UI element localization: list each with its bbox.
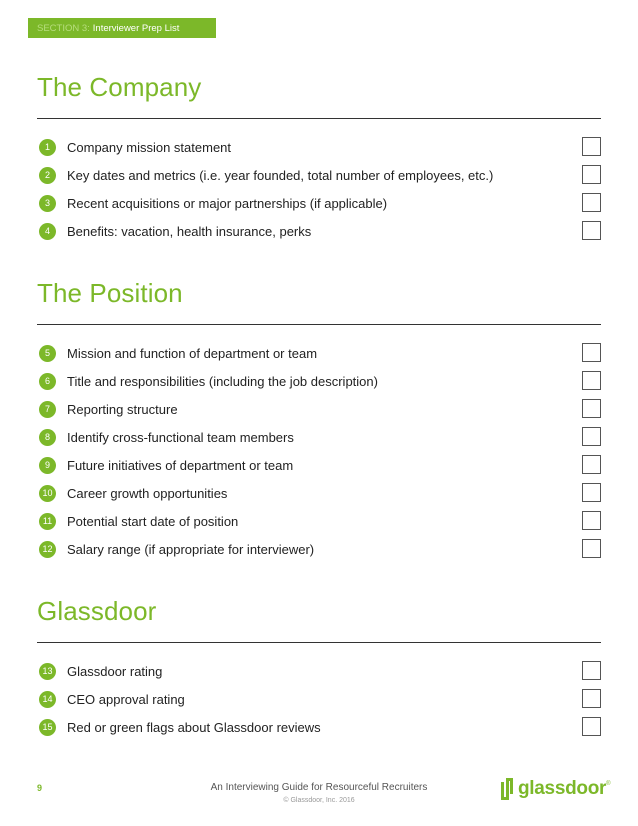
section-divider [37,642,601,643]
banner-title: Interviewer Prep List [92,22,180,34]
glassdoor-door-icon [501,778,515,800]
item-label: Mission and function of department or team [67,345,318,361]
item-label: Benefits: vacation, health insurance, perks [67,223,312,239]
section-divider [37,324,601,325]
item-label: Future initiatives of department or team [67,457,294,473]
item-number-badge: 7 [39,401,56,418]
item-number-badge: 10 [39,485,56,502]
item-label: Identify cross-functional team members [67,429,294,445]
item-label: Company mission statement [67,139,232,155]
checklist [37,133,601,245]
section-the-position [37,276,601,557]
item-label: Key dates and metrics (i.e. year founded, total number of employees, etc.) [67,167,494,183]
item-checkbox[interactable] [582,689,601,708]
list-item [37,395,601,423]
logo-wordmark: glassdoor [518,778,607,799]
item-number-badge: 13 [39,663,56,680]
section-glassdoor [37,594,601,735]
item-number-badge: 5 [39,345,56,362]
footer-title: An Interviewing Guide for Resourceful Recruiters [210,782,428,793]
list-item [37,713,601,741]
banner-section-label: SECTION 3: [37,22,90,34]
item-checkbox[interactable] [582,661,601,680]
item-number-badge: 3 [39,195,56,212]
item-number-badge: 15 [39,719,56,736]
item-checkbox[interactable] [582,371,601,390]
section-title: The Position [37,278,183,308]
item-label: Salary range (if appropriate for interviewer) [67,541,315,557]
list-item [37,217,601,245]
item-label: Potential start date of position [67,513,239,529]
list-item [37,367,601,395]
item-label: Reporting structure [67,401,178,417]
item-number-badge: 11 [39,513,56,530]
item-number-badge: 1 [39,139,56,156]
list-item [37,161,601,189]
list-item [37,189,601,217]
item-number-badge: 6 [39,373,56,390]
item-checkbox[interactable] [582,717,601,736]
list-item [37,657,601,685]
section-title: The Company [37,72,202,102]
item-number-badge: 8 [39,429,56,446]
item-checkbox[interactable] [582,343,601,362]
item-checkbox[interactable] [582,137,601,156]
list-item [37,507,601,535]
item-label: Recent acquisitions or major partnerships (if applicable) [67,195,388,211]
list-item [37,339,601,367]
checklist [37,657,601,741]
item-checkbox[interactable] [582,193,601,212]
section-title: Glassdoor [37,596,157,626]
list-item [37,423,601,451]
item-checkbox[interactable] [582,399,601,418]
footer-copyright: © Glassdoor, Inc. 2016 [283,797,355,804]
item-label: Glassdoor rating [67,663,163,679]
list-item [37,685,601,713]
section-the-company [37,70,601,239]
list-item [37,535,601,563]
section-divider [37,118,601,119]
item-checkbox[interactable] [582,221,601,240]
item-checkbox[interactable] [582,539,601,558]
item-number-badge: 2 [39,167,56,184]
checklist [37,339,601,563]
item-label: CEO approval rating [67,691,185,707]
item-number-badge: 12 [39,541,56,558]
registered-mark: ® [606,781,611,787]
item-checkbox[interactable] [582,165,601,184]
item-label: Career growth opportunities [67,485,228,501]
list-item [37,479,601,507]
section-banner [28,18,216,38]
page-number: 9 [37,783,43,793]
list-item [37,451,601,479]
item-number-badge: 9 [39,457,56,474]
item-label: Title and responsibilities (including the job description) [67,373,378,389]
glassdoor-logo [501,777,611,801]
item-checkbox[interactable] [582,455,601,474]
item-number-badge: 4 [39,223,56,240]
item-label: Red or green flags about Glassdoor reviews [67,719,321,735]
item-checkbox[interactable] [582,483,601,502]
item-checkbox[interactable] [582,427,601,446]
list-item [37,133,601,161]
item-checkbox[interactable] [582,511,601,530]
item-number-badge: 14 [39,691,56,708]
